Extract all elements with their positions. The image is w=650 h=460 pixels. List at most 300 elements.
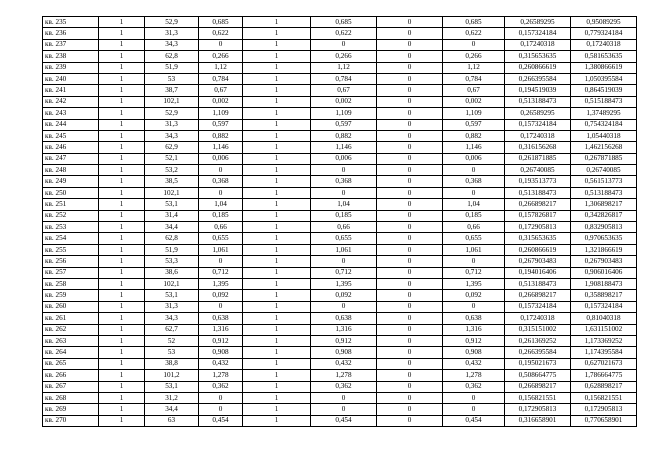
table-cell: 0,912 bbox=[199, 335, 243, 346]
table-row bbox=[43, 199, 637, 210]
apartment-number-cell: кв. 237 bbox=[43, 39, 99, 50]
table-cell: 1 bbox=[99, 381, 145, 392]
table-cell: 1 bbox=[99, 62, 145, 73]
table-row bbox=[43, 324, 637, 335]
table-cell: 0 bbox=[377, 381, 443, 392]
table-cell: 0,508664775 bbox=[505, 370, 571, 381]
table-cell: 1 bbox=[99, 130, 145, 141]
table-cell: 1 bbox=[243, 324, 311, 335]
table-cell: 0,597 bbox=[199, 119, 243, 130]
table-cell: 1,395 bbox=[311, 278, 377, 289]
table-cell: 0,266395584 bbox=[505, 347, 571, 358]
table-cell: 0,638 bbox=[443, 313, 505, 324]
table-row bbox=[43, 244, 637, 255]
table-cell: 0 bbox=[443, 39, 505, 50]
table-cell: 0 bbox=[377, 244, 443, 255]
table-cell: 0,908 bbox=[311, 347, 377, 358]
table-cell: 0 bbox=[443, 404, 505, 415]
apartment-number-cell: кв. 245 bbox=[43, 130, 99, 141]
table-cell: 31,2 bbox=[145, 392, 199, 403]
table-cell: 34,3 bbox=[145, 39, 199, 50]
table-cell: 0 bbox=[377, 392, 443, 403]
table-cell: 0,832905813 bbox=[571, 222, 637, 233]
table-cell: 0 bbox=[377, 85, 443, 96]
table-cell: 0,906016406 bbox=[571, 267, 637, 278]
table-cell: 0,784 bbox=[443, 73, 505, 84]
table-cell: 0,002 bbox=[199, 96, 243, 107]
table-cell: 1 bbox=[243, 244, 311, 255]
table-cell: 34,4 bbox=[145, 222, 199, 233]
table-cell: 0,882 bbox=[199, 130, 243, 141]
table-cell: 1 bbox=[243, 278, 311, 289]
table-cell: 0,622 bbox=[443, 28, 505, 39]
table-cell: 0,66 bbox=[199, 222, 243, 233]
table-cell: 53,2 bbox=[145, 165, 199, 176]
table-row bbox=[43, 278, 637, 289]
table-cell: 31,3 bbox=[145, 28, 199, 39]
table-cell: 0,712 bbox=[311, 267, 377, 278]
table-cell: 1 bbox=[243, 404, 311, 415]
table-cell: 1 bbox=[99, 233, 145, 244]
table-cell: 1 bbox=[243, 187, 311, 198]
table-cell: 0 bbox=[311, 256, 377, 267]
table-cell: 1,631151002 bbox=[571, 324, 637, 335]
table-cell: 0,67 bbox=[443, 85, 505, 96]
table-cell: 0,597 bbox=[443, 119, 505, 130]
table-cell: 1 bbox=[99, 73, 145, 84]
table-cell: 1 bbox=[243, 62, 311, 73]
table-cell: 0,002 bbox=[311, 96, 377, 107]
table-cell: 1 bbox=[243, 130, 311, 141]
table-cell: 0,908 bbox=[443, 347, 505, 358]
table-cell: 0,157324184 bbox=[571, 301, 637, 312]
table-cell: 0,267903483 bbox=[505, 256, 571, 267]
table-cell: 0,266898217 bbox=[505, 290, 571, 301]
table-cell: 0,784 bbox=[199, 73, 243, 84]
table-cell: 0,157826817 bbox=[505, 210, 571, 221]
table-cell: 0,157324184 bbox=[505, 119, 571, 130]
table-cell: 0,581653635 bbox=[571, 51, 637, 62]
apartment-number-cell: кв. 266 bbox=[43, 370, 99, 381]
table-cell: 1 bbox=[99, 165, 145, 176]
table-row bbox=[43, 17, 637, 28]
table-row bbox=[43, 267, 637, 278]
table-cell: 0 bbox=[377, 73, 443, 84]
table-cell: 0,864519039 bbox=[571, 85, 637, 96]
apartment-number-cell: кв. 264 bbox=[43, 347, 99, 358]
table-cell: 1,04 bbox=[443, 199, 505, 210]
table-cell: 1 bbox=[99, 256, 145, 267]
table-cell: 0 bbox=[377, 222, 443, 233]
table-cell: 0,315653635 bbox=[505, 233, 571, 244]
apartment-number-cell: кв. 262 bbox=[43, 324, 99, 335]
table-cell: 1 bbox=[243, 28, 311, 39]
apartment-number-cell: кв. 270 bbox=[43, 415, 99, 426]
table-row bbox=[43, 290, 637, 301]
table-cell: 0,513188473 bbox=[571, 187, 637, 198]
table-cell: 1 bbox=[243, 358, 311, 369]
table-cell: 0,779324184 bbox=[571, 28, 637, 39]
table-cell: 1,04 bbox=[199, 199, 243, 210]
apartment-number-cell: кв. 258 bbox=[43, 278, 99, 289]
table-cell: 1 bbox=[243, 233, 311, 244]
table-cell: 0,193513773 bbox=[505, 176, 571, 187]
table-cell: 0,185 bbox=[443, 210, 505, 221]
table-cell: 0 bbox=[377, 142, 443, 153]
apartment-number-cell: кв. 261 bbox=[43, 313, 99, 324]
table-cell: 51,9 bbox=[145, 244, 199, 255]
table-cell: 0,362 bbox=[199, 381, 243, 392]
apartment-number-cell: кв. 260 bbox=[43, 301, 99, 312]
table-cell: 0,66 bbox=[443, 222, 505, 233]
table-cell: 1 bbox=[99, 39, 145, 50]
table-cell: 63 bbox=[145, 415, 199, 426]
table-row bbox=[43, 62, 637, 73]
table-cell: 0 bbox=[377, 313, 443, 324]
table-cell: 0,655 bbox=[443, 233, 505, 244]
table-cell: 0 bbox=[377, 301, 443, 312]
table-cell: 1,462156268 bbox=[571, 142, 637, 153]
table-cell: 0,67 bbox=[311, 85, 377, 96]
table-cell: 0,260866619 bbox=[505, 62, 571, 73]
apartment-number-cell: кв. 238 bbox=[43, 51, 99, 62]
table-cell: 1,061 bbox=[311, 244, 377, 255]
table-cell: 0,754324184 bbox=[571, 119, 637, 130]
table-cell: 1,146 bbox=[311, 142, 377, 153]
table-cell: 31,4 bbox=[145, 210, 199, 221]
table-cell: 1,109 bbox=[199, 108, 243, 119]
table-cell: 1,908188473 bbox=[571, 278, 637, 289]
table-cell: 1,146 bbox=[443, 142, 505, 153]
table-cell: 0,362 bbox=[311, 381, 377, 392]
table-cell: 102,1 bbox=[145, 96, 199, 107]
table-cell: 0 bbox=[443, 165, 505, 176]
table-cell: 1 bbox=[243, 256, 311, 267]
table-cell: 0 bbox=[443, 392, 505, 403]
table-cell: 1 bbox=[99, 153, 145, 164]
apartment-number-cell: кв. 263 bbox=[43, 335, 99, 346]
table-cell: 0 bbox=[377, 370, 443, 381]
table-row bbox=[43, 96, 637, 107]
table-cell: 0,368 bbox=[199, 176, 243, 187]
table-cell: 0,172905813 bbox=[505, 404, 571, 415]
table-cell: 1 bbox=[243, 165, 311, 176]
table-row bbox=[43, 85, 637, 96]
table-cell: 1 bbox=[99, 187, 145, 198]
table-cell: 0,685 bbox=[311, 17, 377, 28]
table-cell: 1,173369252 bbox=[571, 335, 637, 346]
table-cell: 1 bbox=[243, 290, 311, 301]
table-cell: 0,260866619 bbox=[505, 244, 571, 255]
table-cell: 1,786664775 bbox=[571, 370, 637, 381]
table-cell: 1,395 bbox=[199, 278, 243, 289]
table-cell: 0 bbox=[311, 39, 377, 50]
table-cell: 0,685 bbox=[199, 17, 243, 28]
table-cell: 0 bbox=[311, 392, 377, 403]
table-cell: 1 bbox=[99, 222, 145, 233]
table-cell: 0 bbox=[377, 404, 443, 415]
table-cell: 1,061 bbox=[443, 244, 505, 255]
table-cell: 1 bbox=[243, 142, 311, 153]
apartment-number-cell: кв. 254 bbox=[43, 233, 99, 244]
table-cell: 0,362 bbox=[443, 381, 505, 392]
table-row bbox=[43, 119, 637, 130]
table-row bbox=[43, 404, 637, 415]
table-cell: 0 bbox=[377, 165, 443, 176]
table-cell: 0,17240318 bbox=[571, 39, 637, 50]
table-cell: 1,061 bbox=[199, 244, 243, 255]
table-cell: 0,156821551 bbox=[571, 392, 637, 403]
apartment-number-cell: кв. 253 bbox=[43, 222, 99, 233]
table-cell: 0,092 bbox=[311, 290, 377, 301]
table-row bbox=[43, 233, 637, 244]
table-row bbox=[43, 51, 637, 62]
table-cell: 0,368 bbox=[311, 176, 377, 187]
table-cell: 62,7 bbox=[145, 324, 199, 335]
table-cell: 1 bbox=[99, 142, 145, 153]
table-cell: 0 bbox=[443, 256, 505, 267]
table-cell: 0,622 bbox=[311, 28, 377, 39]
table-cell: 0 bbox=[199, 39, 243, 50]
table-cell: 1,37489295 bbox=[571, 108, 637, 119]
table-cell: 0,912 bbox=[311, 335, 377, 346]
table-cell: 1 bbox=[99, 301, 145, 312]
table-cell: 0,185 bbox=[311, 210, 377, 221]
table-row bbox=[43, 222, 637, 233]
table-body bbox=[43, 17, 637, 427]
table-cell: 0,092 bbox=[443, 290, 505, 301]
apartment-number-cell: кв. 265 bbox=[43, 358, 99, 369]
table-cell: 0,432 bbox=[443, 358, 505, 369]
table-cell: 0 bbox=[377, 153, 443, 164]
table-cell: 0,17240318 bbox=[505, 313, 571, 324]
table-row bbox=[43, 335, 637, 346]
table-cell: 0,368 bbox=[443, 176, 505, 187]
table-row bbox=[43, 347, 637, 358]
table-cell: 0 bbox=[377, 187, 443, 198]
table-row bbox=[43, 28, 637, 39]
table-cell: 0 bbox=[199, 404, 243, 415]
table-cell: 0,970653635 bbox=[571, 233, 637, 244]
table-cell: 0,006 bbox=[443, 153, 505, 164]
table-cell: 1 bbox=[243, 17, 311, 28]
table-cell: 1,321866619 bbox=[571, 244, 637, 255]
table-cell: 1 bbox=[99, 176, 145, 187]
table-cell: 1 bbox=[243, 153, 311, 164]
table-cell: 1 bbox=[243, 370, 311, 381]
table-cell: 0 bbox=[377, 335, 443, 346]
table-cell: 0,195021673 bbox=[505, 358, 571, 369]
apartment-number-cell: кв. 246 bbox=[43, 142, 99, 153]
apartment-number-cell: кв. 251 bbox=[43, 199, 99, 210]
table-row bbox=[43, 370, 637, 381]
table-cell: 0 bbox=[377, 267, 443, 278]
table-cell: 53,1 bbox=[145, 199, 199, 210]
table-cell: 52,9 bbox=[145, 108, 199, 119]
table-row bbox=[43, 108, 637, 119]
table-cell: 1 bbox=[243, 313, 311, 324]
table-cell: 101,2 bbox=[145, 370, 199, 381]
table-cell: 34,3 bbox=[145, 313, 199, 324]
table-cell: 0,266 bbox=[311, 51, 377, 62]
table-cell: 0,597 bbox=[311, 119, 377, 130]
table-cell: 0,513188473 bbox=[505, 187, 571, 198]
table-cell: 53,1 bbox=[145, 290, 199, 301]
table-cell: 0,26740085 bbox=[571, 165, 637, 176]
table-cell: 62,9 bbox=[145, 142, 199, 153]
table-cell: 0 bbox=[377, 415, 443, 426]
table-row bbox=[43, 153, 637, 164]
table-cell: 38,6 bbox=[145, 267, 199, 278]
table-cell: 38,8 bbox=[145, 358, 199, 369]
table-cell: 0,26589295 bbox=[505, 108, 571, 119]
table-cell: 1,316 bbox=[199, 324, 243, 335]
apartment-number-cell: кв. 268 bbox=[43, 392, 99, 403]
table-cell: 0 bbox=[199, 392, 243, 403]
table-cell: 0 bbox=[377, 28, 443, 39]
table-cell: 1 bbox=[99, 278, 145, 289]
table-cell: 0 bbox=[377, 51, 443, 62]
table-cell: 1 bbox=[243, 73, 311, 84]
table-cell: 102,1 bbox=[145, 278, 199, 289]
table-cell: 0 bbox=[377, 347, 443, 358]
apartment-number-cell: кв. 269 bbox=[43, 404, 99, 415]
table-cell: 1,380866619 bbox=[571, 62, 637, 73]
table-cell: 62,8 bbox=[145, 51, 199, 62]
apartment-number-cell: кв. 255 bbox=[43, 244, 99, 255]
table-cell: 102,1 bbox=[145, 187, 199, 198]
table-cell: 0 bbox=[377, 96, 443, 107]
table-cell: 52 bbox=[145, 335, 199, 346]
table-cell: 1 bbox=[99, 51, 145, 62]
table-cell: 0,267871885 bbox=[571, 153, 637, 164]
table-cell: 0 bbox=[377, 256, 443, 267]
table-cell: 0,561513773 bbox=[571, 176, 637, 187]
table-cell: 53 bbox=[145, 73, 199, 84]
table-cell: 0,358898217 bbox=[571, 290, 637, 301]
table-cell: 1 bbox=[243, 85, 311, 96]
apartment-number-cell: кв. 247 bbox=[43, 153, 99, 164]
table-cell: 0 bbox=[377, 130, 443, 141]
table-cell: 0,17240318 bbox=[505, 39, 571, 50]
table-cell: 1 bbox=[99, 415, 145, 426]
table-row bbox=[43, 392, 637, 403]
table-cell: 0,912 bbox=[443, 335, 505, 346]
table-cell: 38,5 bbox=[145, 176, 199, 187]
table-cell: 0,432 bbox=[311, 358, 377, 369]
table-cell: 0 bbox=[311, 301, 377, 312]
table-cell: 1 bbox=[243, 335, 311, 346]
table-cell: 34,3 bbox=[145, 130, 199, 141]
table-cell: 0 bbox=[377, 62, 443, 73]
table-cell: 0 bbox=[377, 278, 443, 289]
table-cell: 0,172905813 bbox=[505, 222, 571, 233]
table-cell: 1 bbox=[99, 347, 145, 358]
table-cell: 0,266 bbox=[199, 51, 243, 62]
table-cell: 0,627021673 bbox=[571, 358, 637, 369]
table-cell: 0,342826817 bbox=[571, 210, 637, 221]
table-cell: 0 bbox=[377, 108, 443, 119]
table-row bbox=[43, 130, 637, 141]
table-cell: 0,622 bbox=[199, 28, 243, 39]
table-cell: 0 bbox=[311, 187, 377, 198]
table-cell: 0,266898217 bbox=[505, 381, 571, 392]
table-cell: 1,109 bbox=[443, 108, 505, 119]
table-cell: 0 bbox=[377, 358, 443, 369]
apartment-number-cell: кв. 240 bbox=[43, 73, 99, 84]
table-cell: 0 bbox=[199, 165, 243, 176]
apartment-number-cell: кв. 243 bbox=[43, 108, 99, 119]
table-cell: 1 bbox=[99, 28, 145, 39]
table-cell: 0 bbox=[377, 324, 443, 335]
table-cell: 1,146 bbox=[199, 142, 243, 153]
table-cell: 0 bbox=[377, 119, 443, 130]
table-cell: 38,7 bbox=[145, 85, 199, 96]
table-cell: 31,3 bbox=[145, 301, 199, 312]
table-cell: 1 bbox=[243, 210, 311, 221]
table-row bbox=[43, 301, 637, 312]
table-row bbox=[43, 415, 637, 426]
table-cell: 1 bbox=[99, 404, 145, 415]
table-cell: 0,513188473 bbox=[505, 278, 571, 289]
table-cell: 1 bbox=[99, 267, 145, 278]
table-cell: 0 bbox=[199, 256, 243, 267]
table-cell: 51,9 bbox=[145, 62, 199, 73]
table-cell: 1 bbox=[243, 347, 311, 358]
table-cell: 0 bbox=[377, 290, 443, 301]
table-cell: 1 bbox=[99, 210, 145, 221]
table-cell: 0 bbox=[377, 176, 443, 187]
table-cell: 0,432 bbox=[199, 358, 243, 369]
table-cell: 0,266898217 bbox=[505, 199, 571, 210]
table-cell: 1,12 bbox=[443, 62, 505, 73]
table-cell: 53,1 bbox=[145, 381, 199, 392]
table-cell: 1,316 bbox=[311, 324, 377, 335]
table-cell: 1 bbox=[99, 244, 145, 255]
table-cell: 1 bbox=[243, 301, 311, 312]
table-row bbox=[43, 39, 637, 50]
table-cell: 1 bbox=[99, 290, 145, 301]
table-cell: 53,3 bbox=[145, 256, 199, 267]
table-row bbox=[43, 176, 637, 187]
table-cell: 0,185 bbox=[199, 210, 243, 221]
table-cell: 62,8 bbox=[145, 233, 199, 244]
table-cell: 0,172905813 bbox=[571, 404, 637, 415]
apartment-number-cell: кв. 256 bbox=[43, 256, 99, 267]
table-cell: 0,66 bbox=[311, 222, 377, 233]
table-cell: 1 bbox=[99, 313, 145, 324]
table-row bbox=[43, 358, 637, 369]
apartment-number-cell: кв. 257 bbox=[43, 267, 99, 278]
table-cell: 0,092 bbox=[199, 290, 243, 301]
table-cell: 1 bbox=[243, 39, 311, 50]
table-cell: 1 bbox=[243, 222, 311, 233]
apartment-number-cell: кв. 248 bbox=[43, 165, 99, 176]
table-cell: 0,628898217 bbox=[571, 381, 637, 392]
table-cell: 0 bbox=[311, 404, 377, 415]
apartment-number-cell: кв. 242 bbox=[43, 96, 99, 107]
apartment-number-cell: кв. 241 bbox=[43, 85, 99, 96]
table-cell: 1,050395584 bbox=[571, 73, 637, 84]
table-cell: 0,266395584 bbox=[505, 73, 571, 84]
table-cell: 1 bbox=[99, 108, 145, 119]
table-cell: 0,26589295 bbox=[505, 17, 571, 28]
table-cell: 0,26740085 bbox=[505, 165, 571, 176]
table-cell: 0,712 bbox=[443, 267, 505, 278]
table-cell: 0,17240318 bbox=[505, 130, 571, 141]
table-cell: 1 bbox=[243, 51, 311, 62]
table-cell: 1,306898217 bbox=[571, 199, 637, 210]
